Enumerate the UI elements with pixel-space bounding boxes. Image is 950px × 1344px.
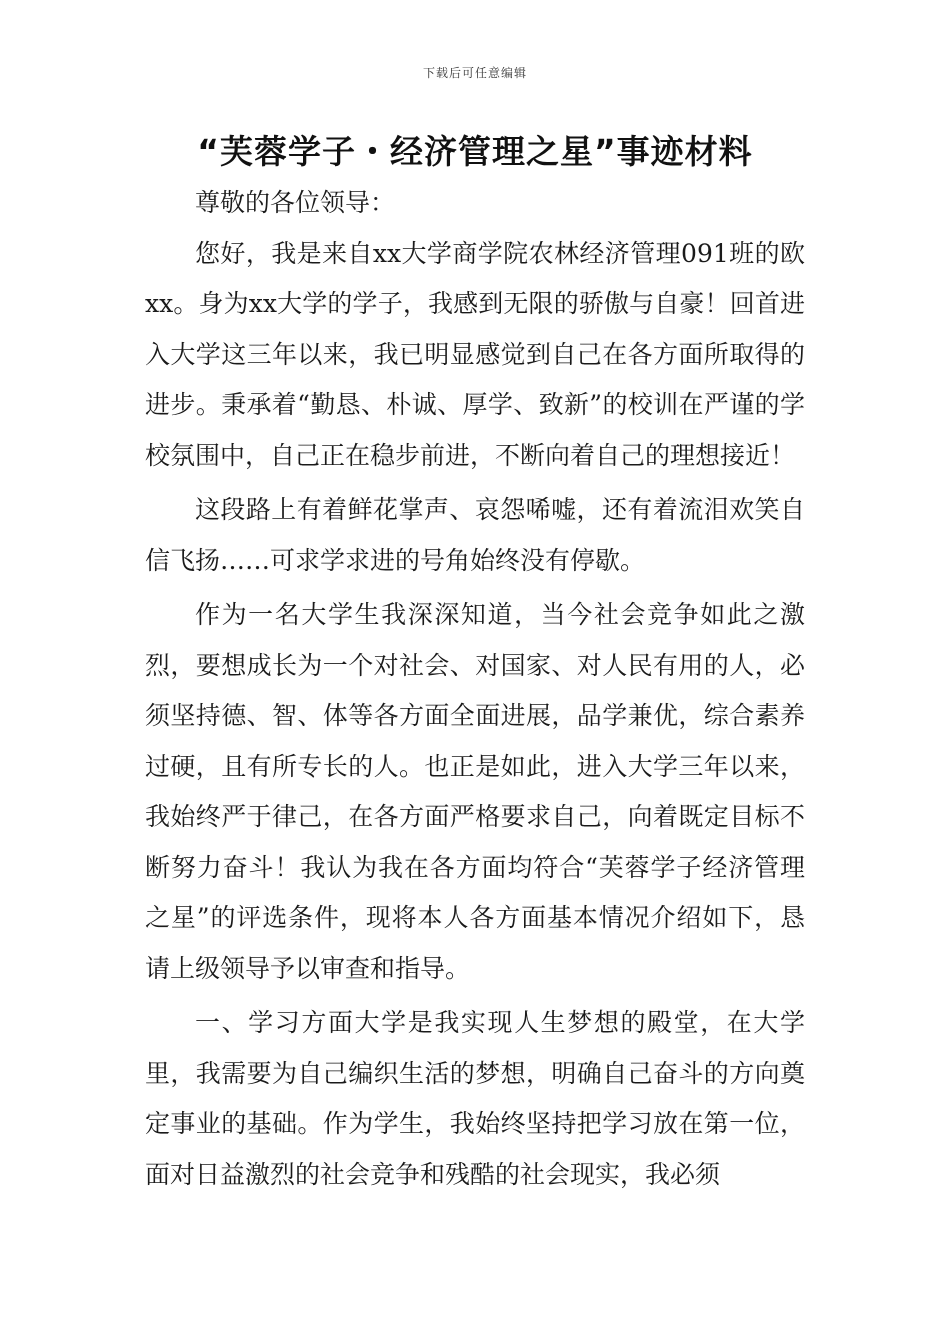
document-title: “芙蓉学子・经济管理之星”事迹材料 (197, 132, 753, 171)
page-header-note: 下载后可任意编辑 (422, 66, 527, 80)
salutation: 尊敬的各位领导： (195, 188, 396, 217)
paragraph-goals: 作为一名大学生我深深知道，当今社会竞争如此之激烈，要想成长为一个对社会、对国家、对人民有用的人，必须坚持德、智、体等各方面全面进展，品学兼优，综合素养过硬，且有所专长的人。也正是如此，进入大学三年以来，我始终严于律己，在各方面严格要求自己，向着既定目标不断努力奋斗！我认为我在各方面均符合“芙蓉学子经济管理之星”的评选条件，现将本人各方面基本情况介绍如下，恳请上级领导予以审查和指导。 (145, 600, 805, 983)
paragraph-intro: 您好，我是来自xx大学商学院农林经济管理091班的欧xx。身为xx大学的学子，我感到无限的骄傲与自豪！回首进入大学这三年以来，我已明显感觉到自己在各方面所取得的进步。秉承着“勤恳、朴诚、厚学、致新”的校训在严谨的学校氛围中，自己正在稳步前进，不断向着自己的理想接近！ (145, 238, 805, 470)
paragraph-study: 一、学习方面大学是我实现人生梦想的殿堂，在大学里，我需要为自己编织生活的梦想，明确自己奋斗的方向奠定事业的基础。作为学生，我始终坚持把学习放在第一位，面对日益激烈的社会竞争和残酷的社会现实，我必须 (145, 1008, 805, 1189)
document-body (145, 178, 805, 1200)
paragraph-journey: 这段路上有着鲜花掌声、哀怨唏嘘，还有着流泪欢笑自信飞扬……可求学求进的号角始终没有停歇。 (145, 495, 805, 575)
